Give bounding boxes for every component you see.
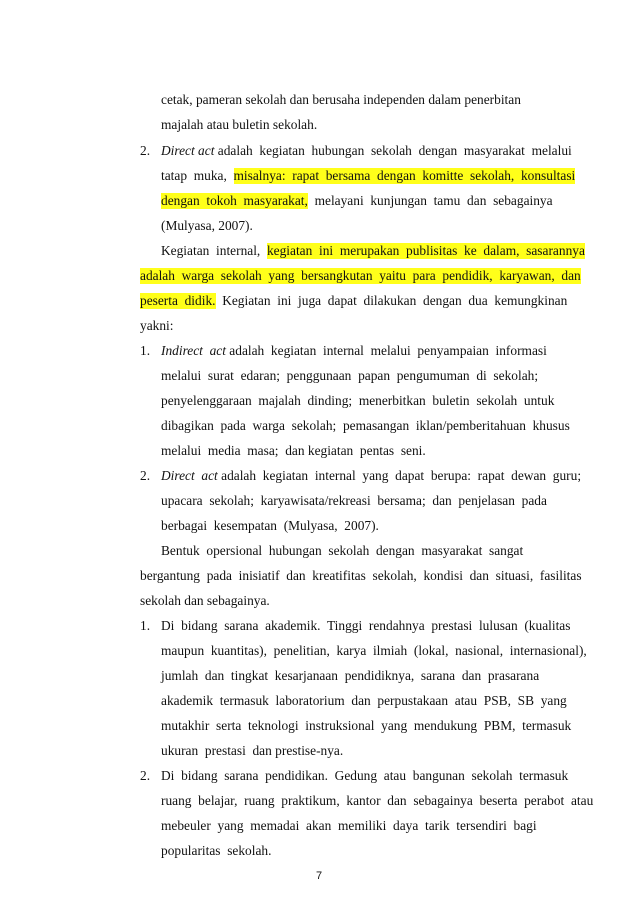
text-line: [161, 443, 426, 459]
list-number: 2.: [140, 468, 151, 483]
text-span: jumlah dan tingkat kesarjanaan pendidiknya, sarana dan prasarana: [161, 668, 540, 683]
text-span: Di bidang sarana akademik. Tinggi rendahnya prestasi lulusan (kualitas: [161, 618, 571, 633]
text-span: (Mulyasa, 2007).: [161, 218, 253, 233]
list-number: 2.: [140, 143, 151, 158]
text-line: [161, 468, 581, 484]
text-line: [161, 668, 539, 684]
page-number: 7: [315, 870, 323, 882]
text-span: Kegiatan ini juga dapat dilakukan dengan dua kemungkinan: [215, 293, 568, 308]
text-line: [161, 92, 552, 108]
text-line: [161, 193, 553, 209]
text-line: [161, 843, 271, 859]
text-span: melalui surat edaran; penggunaan papan pengumuman di sekolah;: [161, 368, 539, 383]
text-span: cetak, pameran sekolah dan berusaha independen dalam penerbitan: [161, 92, 521, 107]
highlighted-text: peserta didik.: [140, 293, 216, 308]
text-span: mutakhir serta teknologi instruksional yang mendukung PBM, termasuk: [161, 718, 572, 733]
text-span: dibagikan pada warga sekolah; pemasangan iklan/pemberitahuan khusus: [161, 418, 570, 433]
text-line: [161, 117, 317, 133]
highlighted-text: dengan tokoh masyarakat,: [161, 193, 308, 208]
text-line: [161, 618, 570, 634]
text-line: [140, 293, 567, 309]
text-span: adalah kegiatan internal yang dapat berupa: rapat dewan guru;: [217, 468, 582, 483]
text-line: [161, 518, 379, 534]
text-line: [161, 693, 567, 709]
text-line: [161, 493, 547, 509]
text-line: [161, 143, 572, 159]
term-italic: Direct act: [161, 468, 218, 483]
text-span: sekolah dan sebagainya.: [140, 593, 270, 608]
list-number: 1.: [140, 343, 151, 358]
text-line: [140, 268, 581, 284]
text-span: upacara sekolah; karyawisata/rekreasi bersama; dan penjelasan pada: [161, 493, 547, 508]
text-span: akademik termasuk laboratorium dan perpustakaan atau PSB, SB yang: [161, 693, 567, 708]
text-span: maupun kuantitas), penelitian, karya ilmiah (lokal, nasional, internasional),: [161, 643, 587, 658]
highlighted-text: adalah warga sekolah yang bersangkutan yaitu para pendidik, karyawan, dan: [140, 268, 581, 283]
text-line: [161, 718, 571, 734]
text-span: melalui media masa; dan kegiatan pentas seni.: [161, 443, 426, 458]
text-line: [161, 743, 343, 759]
highlighted-text: kegiatan ini merupakan publisitas ke dalam, sasarannya: [266, 243, 585, 258]
text-span: adalah kegiatan internal melalui penyampaian informasi: [225, 343, 547, 358]
list-number: 2.: [140, 768, 151, 783]
term-italic: Direct act: [161, 143, 215, 158]
text-line: [140, 593, 270, 609]
text-span: tatap muka,: [161, 168, 234, 183]
text-line: [161, 818, 537, 834]
text-line: [161, 793, 593, 809]
text-span: Kegiatan internal,: [161, 243, 267, 258]
text-span: majalah atau buletin sekolah.: [161, 117, 318, 132]
text-line: [161, 368, 538, 384]
text-span: Di bidang sarana pendidikan. Gedung atau bangunan sekolah termasuk: [161, 768, 569, 783]
text-line: [161, 343, 547, 359]
text-line: [161, 418, 570, 434]
highlighted-text: misalnya: rapat bersama dengan komitte sekolah, konsultasi: [233, 168, 576, 183]
text-line: [161, 393, 554, 409]
text-line: [161, 168, 575, 184]
text-span: berbagai kesempatan (Mulyasa, 2007).: [161, 518, 379, 533]
text-span: adalah kegiatan hubungan sekolah dengan masyarakat melalui: [214, 143, 572, 158]
text-span: yakni:: [140, 318, 174, 333]
text-span: popularitas sekolah.: [161, 843, 272, 858]
text-span: ukuran prestasi dan prestise-nya.: [161, 743, 344, 758]
text-line: [140, 568, 582, 584]
text-span: mebeuler yang memadai akan memiliki daya tarik tersendiri bagi: [161, 818, 537, 833]
text-span: penyelenggaraan majalah dinding; menerbitkan buletin sekolah untuk: [161, 393, 555, 408]
text-line: [140, 318, 173, 334]
text-span: Bentuk opersional hubungan sekolah dengan masyarakat sangat: [161, 543, 524, 558]
text-line: [161, 218, 253, 234]
text-line: [161, 243, 585, 259]
text-line: [161, 643, 587, 659]
text-span: ruang belajar, ruang praktikum, kantor dan sebagainya beserta perabot atau: [161, 793, 594, 808]
text-line: [161, 543, 523, 559]
term-italic: Indirect act: [161, 343, 226, 358]
list-number: 1.: [140, 618, 151, 633]
text-line: [161, 768, 568, 784]
text-span: melayani kunjungan tamu dan sebagainya: [307, 193, 553, 208]
text-span: bergantung pada inisiatif dan kreatifitas sekolah, kondisi dan situasi, fasilitas: [140, 568, 582, 583]
